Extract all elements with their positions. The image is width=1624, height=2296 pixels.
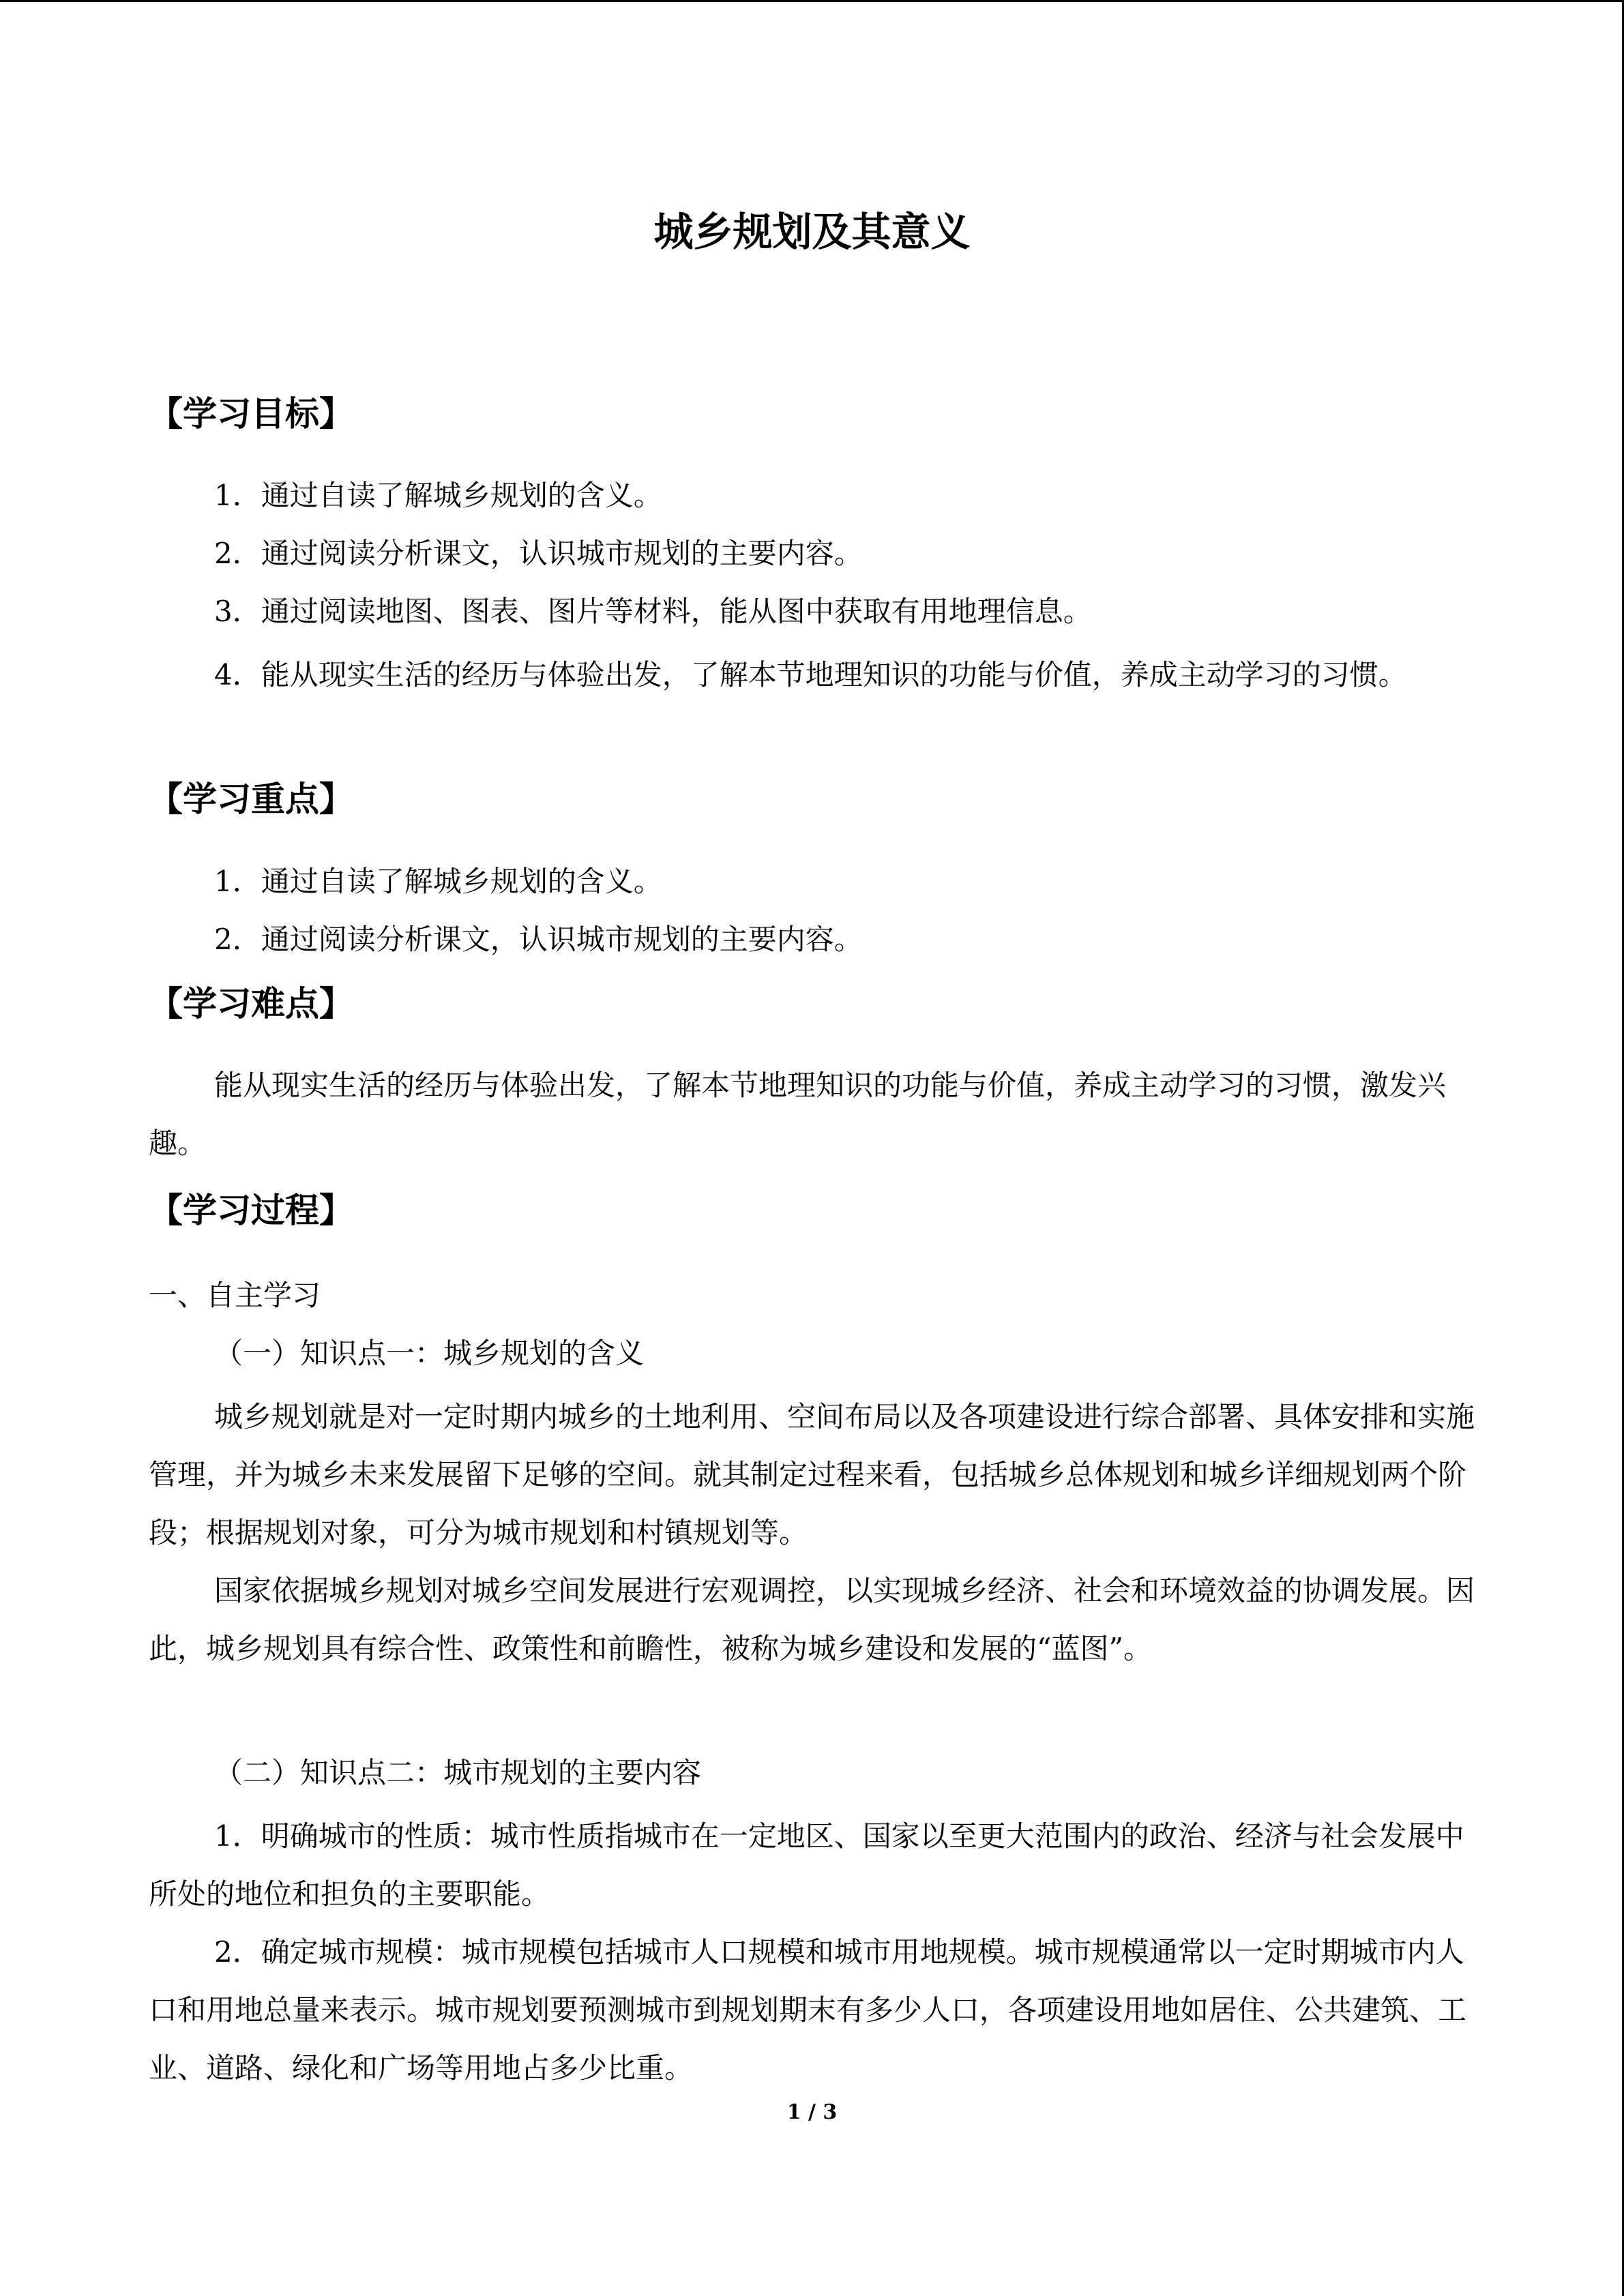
section-heading-key-points: 【学习重点】 xyxy=(149,779,353,819)
page-number: 1 / 3 xyxy=(786,2100,838,2124)
knowledge-point-2-paragraph: 2．确定城市规模：城市规模包括城市人口规模和城市用地规模。城市规模通常以一定时期城市内人口和用地总量来表示。城市规划要预测城市到规划期末有多少人口，各项建设用地如居住、公共建筑、工业、道路、绿化和广场等用地占多少比重。 xyxy=(149,1935,1467,2085)
knowledge-point-1-paragraph: 城乡规划就是对一定时期内城乡的土地利用、空间布局以及各项建设进行综合部署、具体安排和实施管理，并为城乡未来发展留下足够的空间。就其制定过程来看，包括城乡总体规划和城乡详细规划两个阶段；根据规划对象，可分为城市规划和村镇规划等。 xyxy=(149,1400,1475,1549)
objective-item: 3．通过阅读地图、图表、图片等材料，能从图中获取有用地理信息。 xyxy=(214,595,1092,628)
knowledge-point-2-paragraph: 1．明确城市的性质：城市性质指城市在一定地区、国家以至更大范围内的政治、经济与社会发展中所处的地位和担负的主要职能。 xyxy=(149,1819,1464,1911)
key-point-item: 1．通过自读了解城乡规划的含义。 xyxy=(214,865,662,898)
objective-item: 2．通过阅读分析课文，认识城市规划的主要内容。 xyxy=(214,537,863,570)
knowledge-point-1-paragraph: 国家依据城乡规划对城乡空间发展进行宏观调控，以实现城乡经济、社会和环境效益的协调发展。因此，城乡规划具有综合性、政策性和前瞻性，被称为城乡建设和发展的“蓝图”。 xyxy=(149,1574,1475,1665)
knowledge-point-2-heading: （二）知识点二：城市规划的主要内容 xyxy=(214,1756,702,1789)
page-top-border xyxy=(0,0,1624,2)
difficulty-paragraph: 能从现实生活的经历与体验出发，了解本节地理知识的功能与价值，养成主动学习的习惯，激发兴趣。 xyxy=(149,1069,1447,1160)
objective-item: 1．通过自读了解城乡规划的含义。 xyxy=(214,479,662,512)
section-heading-objectives: 【学习目标】 xyxy=(149,394,353,434)
objective-item: 4．能从现实生活的经历与体验出发，了解本节地理知识的功能与价值，养成主动学习的习惯。 xyxy=(214,658,1407,691)
section-heading-process: 【学习过程】 xyxy=(149,1191,353,1230)
key-point-item: 2．通过阅读分析课文，认识城市规划的主要内容。 xyxy=(214,923,863,956)
subsection-heading-self-study: 一、自主学习 xyxy=(149,1279,321,1312)
knowledge-point-1-heading: （一）知识点一：城乡规划的含义 xyxy=(214,1337,645,1370)
document-title: 城乡规划及其意义 xyxy=(653,209,971,255)
section-heading-difficulties: 【学习难点】 xyxy=(149,984,353,1024)
